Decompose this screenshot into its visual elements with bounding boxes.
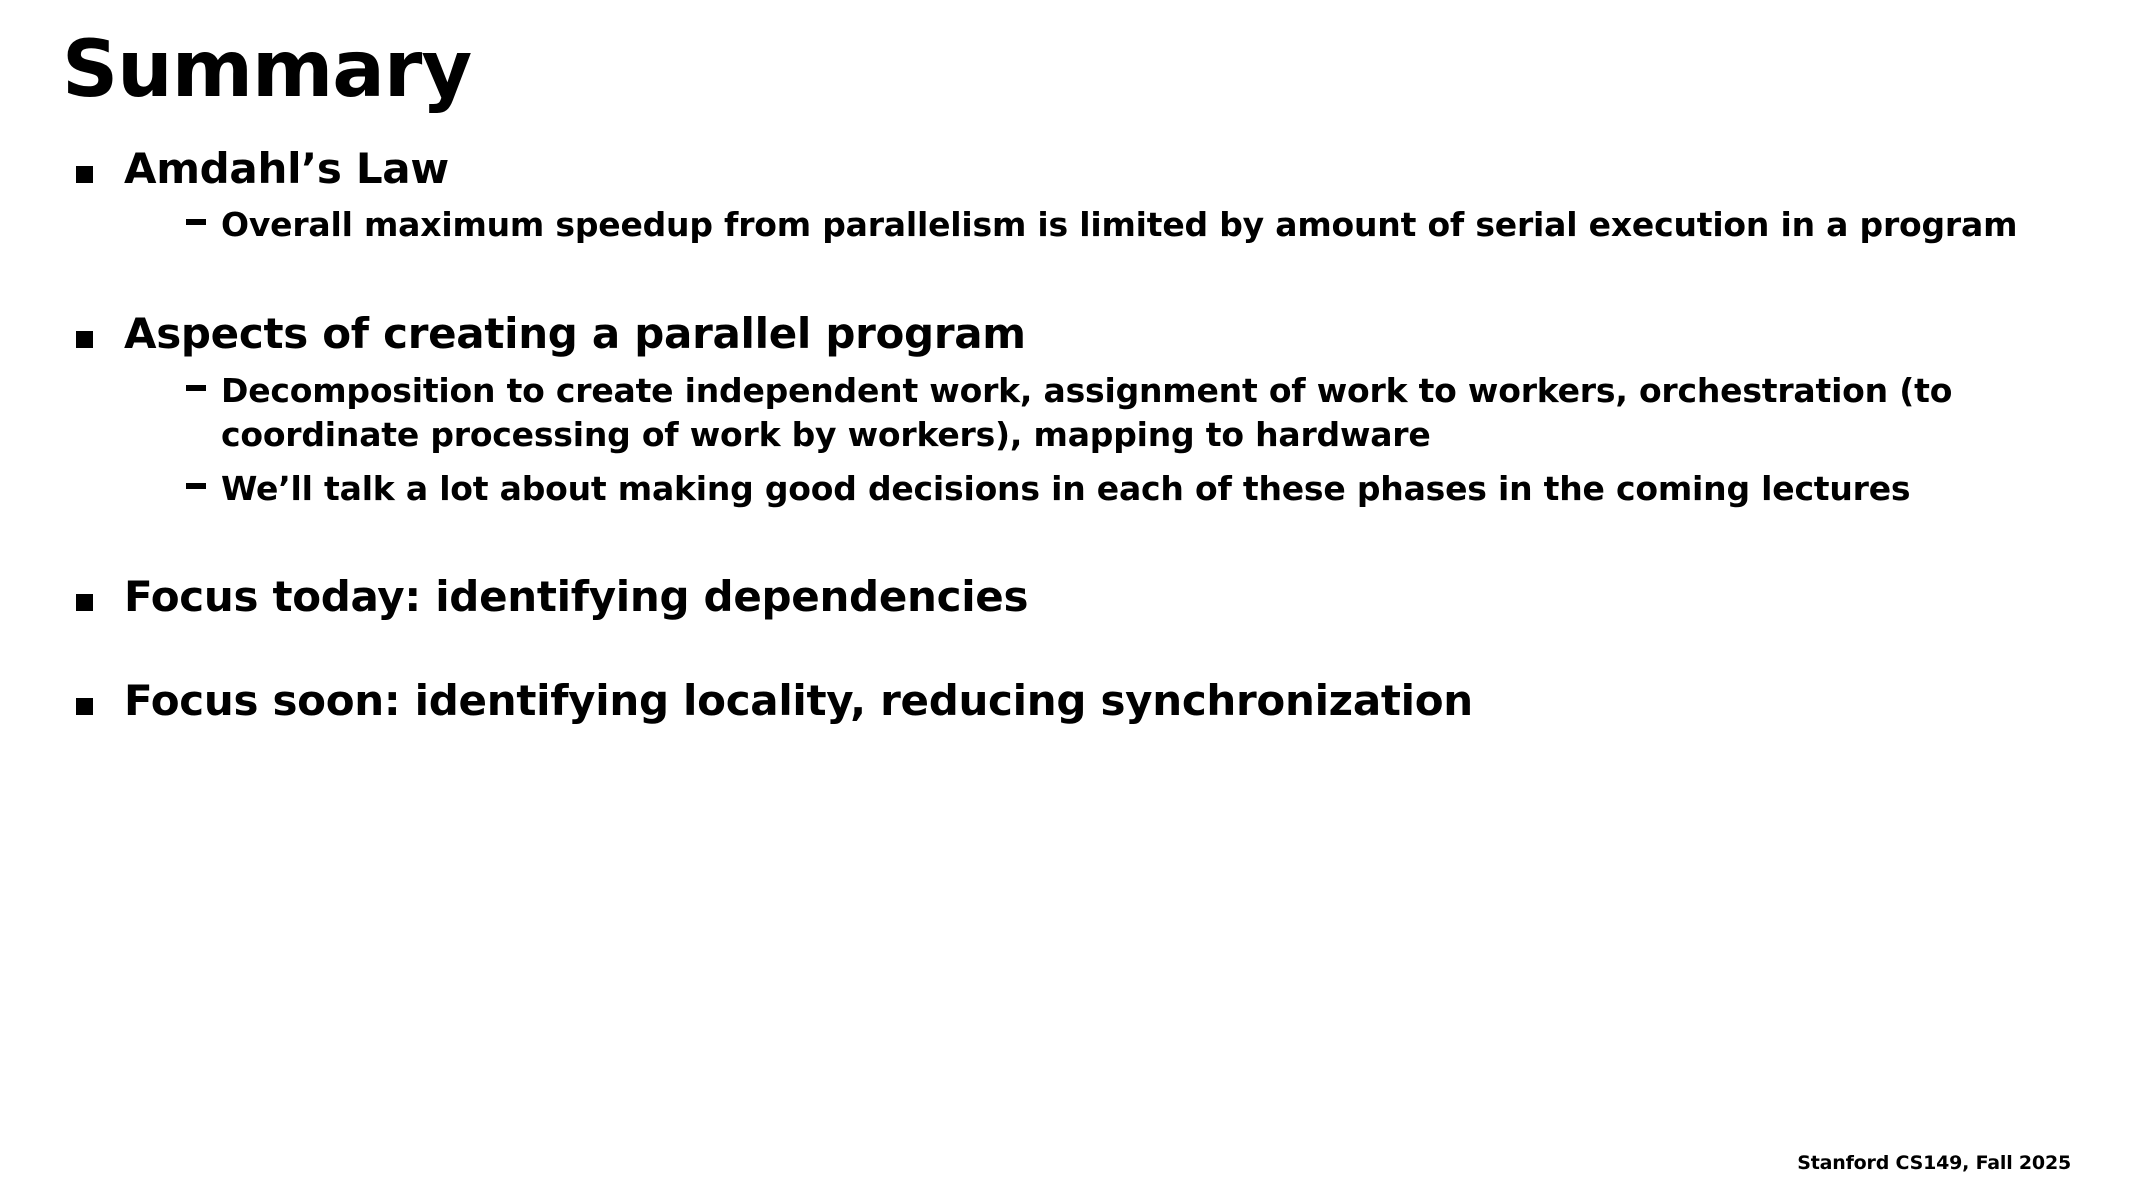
bullet-label: Focus today: identifying dependencies — [124, 572, 1029, 622]
page-title: Summary — [62, 25, 472, 115]
square-bullet-icon — [76, 331, 93, 348]
square-bullet-icon — [76, 594, 93, 611]
slide-footer: Stanford CS149, Fall 2025 — [1797, 1152, 2071, 1174]
bullet-label: Focus soon: identifying locality, reducing synchronization — [124, 676, 1473, 726]
dash-bullet-icon — [186, 385, 206, 391]
bullet-item — [62, 309, 2073, 510]
sub-bullet-list — [124, 369, 2073, 511]
sub-bullet-item — [124, 203, 2073, 247]
bullet-item — [62, 676, 2073, 726]
bullet-list — [62, 144, 2073, 726]
spacer — [62, 628, 2073, 676]
dash-bullet-icon — [186, 483, 206, 489]
bullet-label: Aspects of creating a parallel program — [124, 309, 1026, 359]
bullet-item — [62, 144, 2073, 247]
square-bullet-icon — [76, 166, 93, 183]
sub-bullet-item — [124, 369, 2073, 457]
bullet-item — [62, 572, 2073, 622]
sub-bullet-label: Overall maximum speedup from parallelism is limited by amount of serial execution in a program — [221, 205, 2018, 245]
spacer — [62, 516, 2073, 572]
bullet-label: Amdahl’s Law — [124, 143, 449, 193]
spacer — [62, 253, 2073, 309]
sub-bullet-label: Decomposition to create independent work, assignment of work to workers, orchestration (to coordinate processing of work by workers), mapping to hardware — [221, 370, 1953, 454]
dash-bullet-icon — [186, 219, 206, 225]
sub-bullet-item — [124, 467, 2073, 511]
sub-bullet-label: We’ll talk a lot about making good decisions in each of these phases in the coming lectures — [221, 468, 1911, 508]
sub-bullet-list — [124, 203, 2073, 247]
square-bullet-icon — [76, 698, 93, 715]
